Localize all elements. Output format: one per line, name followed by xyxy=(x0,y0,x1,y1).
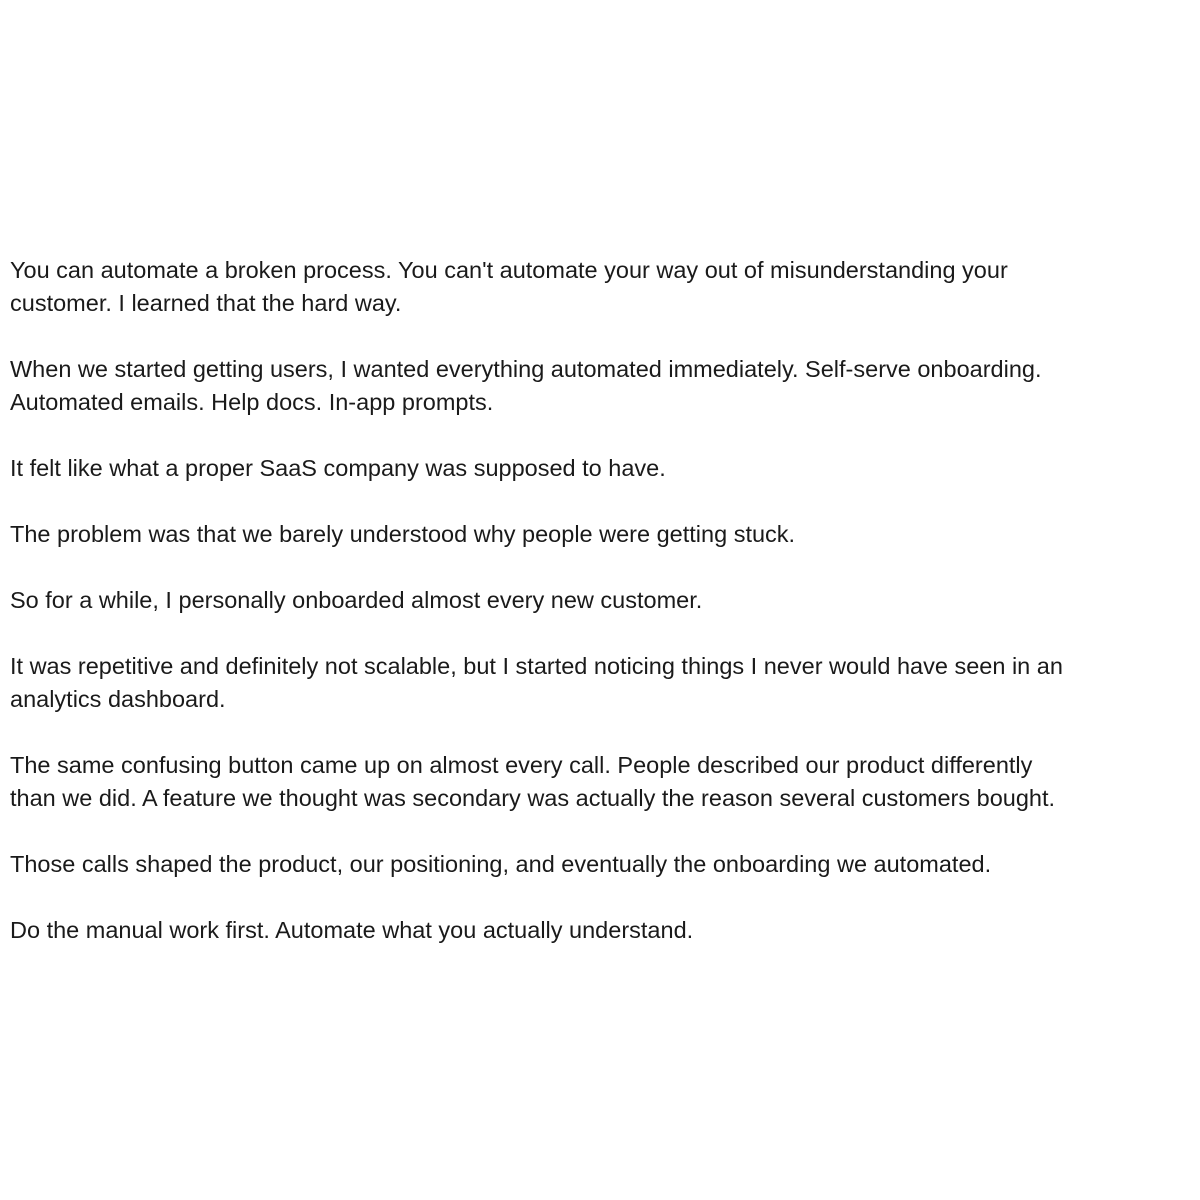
text-line: Do the manual work first. Automate what you actually understand. xyxy=(10,917,694,943)
paragraph-4 xyxy=(10,518,1192,551)
paragraph-1 xyxy=(10,254,1192,320)
paragraph-2 xyxy=(10,353,1192,419)
paragraph-7 xyxy=(10,749,1192,815)
paragraph-8 xyxy=(10,848,1192,881)
paragraph-3 xyxy=(10,452,1192,485)
text-line: analytics dashboard. xyxy=(10,686,226,712)
paragraph-6 xyxy=(10,650,1192,716)
text-line: So for a while, I personally onboarded almost every new customer. xyxy=(10,587,703,613)
text-line: The problem was that we barely understood why people were getting stuck. xyxy=(10,521,796,547)
text-line: You can automate a broken process. You can't automate your way out of misunderstanding your xyxy=(10,257,1008,283)
text-line: Automated emails. Help docs. In-app prompts. xyxy=(10,389,494,415)
text-line: customer. I learned that the hard way. xyxy=(10,290,402,316)
text-line: It was repetitive and definitely not scalable, but I started noticing things I never would have seen in an xyxy=(10,653,1063,679)
paragraph-9 xyxy=(10,914,1192,947)
text-line: When we started getting users, I wanted everything automated immediately. Self-serve onboarding. xyxy=(10,356,1042,382)
text-line: The same confusing button came up on almost every call. People described our product differently xyxy=(10,752,1033,778)
text-line: Those calls shaped the product, our positioning, and eventually the onboarding we automated. xyxy=(10,851,992,877)
text-line: It felt like what a proper SaaS company was supposed to have. xyxy=(10,455,666,481)
post-body xyxy=(10,254,1192,980)
paragraph-5 xyxy=(10,584,1192,617)
text-line: than we did. A feature we thought was secondary was actually the reason several customers bought. xyxy=(10,785,1056,811)
